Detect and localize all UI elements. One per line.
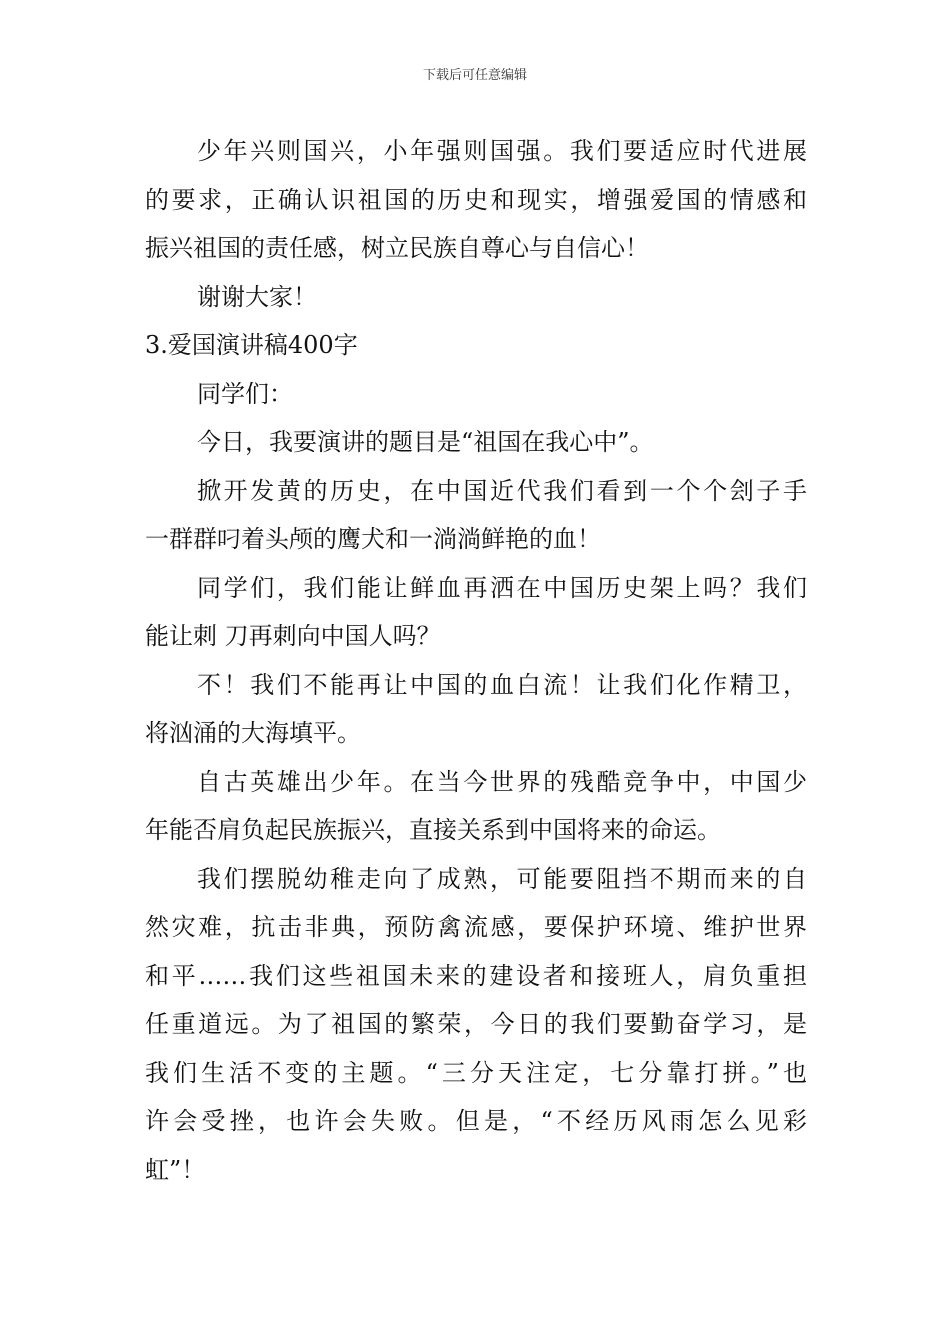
text-line: 掀开发黄的历史，在中国近代我们看到一个个刽子手 bbox=[197, 476, 807, 505]
text-line: 然灾难，抗击非典，预防禽流感，要保护环境、维护世界 bbox=[145, 913, 807, 941]
section-heading: 3.爱国演讲稿400字 bbox=[145, 331, 358, 359]
text-line: 一群群叼着头颅的鹰犬和一淌淌鲜艳的血！ bbox=[145, 525, 601, 553]
document-body bbox=[145, 127, 807, 1194]
text-line: 少年兴则国兴，小年强则国强。我们要适应时代进展 bbox=[197, 137, 807, 165]
text-line: 许会受挫，也许会失败。但是，“不经历风雨怎么见彩 bbox=[145, 1107, 807, 1135]
text-line: 虹”！ bbox=[145, 1155, 206, 1184]
text-line: 的要求，正确认识祖国的历史和现实，增强爱国的情感和 bbox=[145, 185, 807, 214]
text-line: 同学们： bbox=[197, 379, 293, 408]
text-line: 我们生活不变的主题。“三分天注定，七分靠打拼。”也 bbox=[145, 1058, 807, 1087]
text-line: 振兴祖国的责任感，树立民族自尊心与自信心！ bbox=[145, 234, 649, 262]
text-line: 自古英雄出少年。在当今世界的残酷竞争中，中国少 bbox=[197, 767, 807, 796]
text-line: 不！我们不能再让中国的血白流！让我们化作精卫， bbox=[197, 670, 807, 699]
text-line: 今日，我要演讲的题目是“祖国在我心中”。 bbox=[197, 428, 654, 456]
page-header-note: 下载后可任意编辑 bbox=[422, 68, 527, 83]
text-line: 任重道远。为了祖国的繁荣，今日的我们要勤奋学习，是 bbox=[145, 1010, 807, 1038]
text-line: 我们摆脱幼稚走向了成熟，可能要阻挡不期而来的自 bbox=[197, 864, 807, 893]
text-line: 谢谢大家！ bbox=[197, 282, 317, 311]
text-line: 能让刺 刀再刺向中国人吗？ bbox=[145, 622, 441, 650]
text-line: 年能否肩负起民族振兴，直接关系到中国将来的命运。 bbox=[145, 816, 721, 844]
text-line: 将汹涌的大海填平。 bbox=[145, 719, 361, 747]
text-line: 和平……我们这些祖国未来的建设者和接班人，肩负重担 bbox=[145, 961, 807, 990]
text-line: 同学们，我们能让鲜血再洒在中国历史架上吗？我们 bbox=[197, 573, 807, 602]
